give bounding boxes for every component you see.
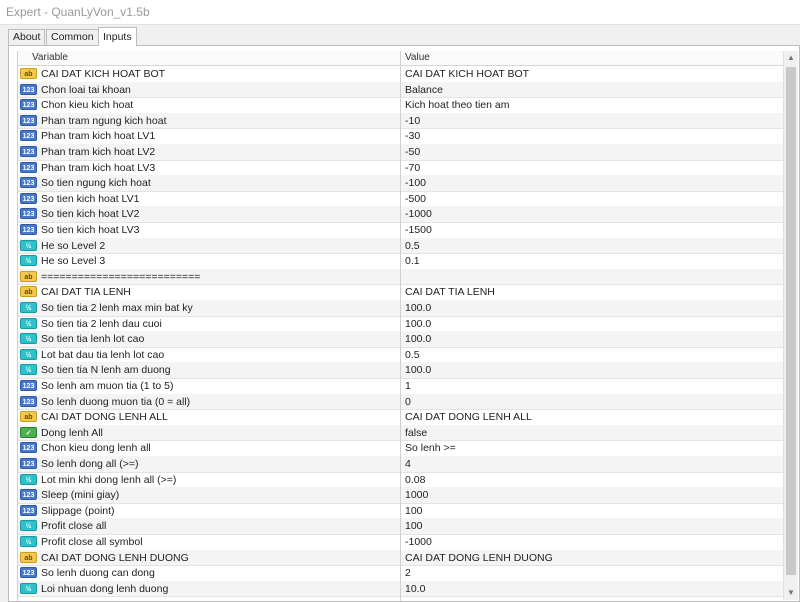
- table-row[interactable]: [18, 253, 790, 270]
- integer-icon: 123: [20, 458, 37, 469]
- variable-value[interactable]: CAI DAT DONG LENH ALL: [405, 411, 532, 424]
- variable-name: Profit close all symbol: [41, 536, 143, 548]
- variable-value[interactable]: Balance: [405, 83, 443, 96]
- integer-icon: 123: [20, 505, 37, 516]
- variable-value[interactable]: So lenh >=: [405, 442, 456, 455]
- variable-name: CAI DAT KICH HOAT BOT: [41, 68, 166, 80]
- integer-icon: 123: [20, 567, 37, 578]
- variable-name: So tien tia lenh lot cao: [41, 333, 145, 346]
- variable-value[interactable]: 10.0: [405, 582, 426, 595]
- variable-name: Phan tram kich hoat LV1: [41, 130, 156, 143]
- table-row[interactable]: [18, 456, 790, 473]
- string-icon: ab: [20, 552, 37, 563]
- variable-name: Phan tram kich hoat LV3: [41, 161, 156, 174]
- integer-icon: 123: [20, 380, 37, 391]
- table-row[interactable]: [18, 347, 790, 364]
- variable-name: Lot min khi dong lenh all (>=): [41, 473, 177, 486]
- variable-value[interactable]: 4: [405, 458, 411, 470]
- variable-name: Dong lenh All: [41, 426, 103, 439]
- variable-name: Chon kieu dong lenh all: [41, 442, 151, 455]
- variable-value[interactable]: 1000: [405, 489, 429, 502]
- table-row[interactable]: [18, 440, 790, 457]
- double-icon: ½: [20, 520, 37, 531]
- integer-icon: 123: [20, 130, 37, 141]
- table-row[interactable]: [18, 113, 790, 130]
- integer-icon: 123: [20, 208, 37, 219]
- table-row[interactable]: [18, 409, 790, 426]
- variable-name: Phan tram kich hoat LV2: [41, 146, 156, 158]
- table-row[interactable]: [18, 472, 790, 489]
- table-row[interactable]: [18, 206, 790, 223]
- table-row[interactable]: [18, 238, 790, 255]
- integer-icon: 123: [20, 99, 37, 110]
- variable-value[interactable]: -10: [405, 114, 421, 127]
- variable-name: So tien tia 2 lenh dau cuoi: [41, 317, 162, 330]
- table-row[interactable]: [18, 331, 790, 348]
- integer-icon: 123: [20, 177, 37, 188]
- variable-value[interactable]: CAI DAT TIA LENH: [405, 286, 495, 299]
- table-header: [18, 51, 790, 66]
- tab-inputs[interactable]: Inputs: [98, 27, 137, 46]
- variable-value[interactable]: 0.5: [405, 348, 420, 361]
- variable-name: Chon loai tai khoan: [41, 83, 131, 96]
- variable-value[interactable]: false: [405, 426, 428, 439]
- scroll-down-arrow-icon[interactable]: ▼: [787, 588, 795, 597]
- variable-value[interactable]: -30: [405, 130, 421, 143]
- variable-name: He so Level 3: [41, 255, 106, 268]
- table-row[interactable]: [18, 82, 790, 99]
- variable-name: So lenh duong muon tia (0 = all): [41, 395, 191, 408]
- variable-name: Slippage (point): [41, 504, 115, 517]
- integer-icon: 123: [20, 115, 37, 126]
- table-row[interactable]: [18, 175, 790, 192]
- integer-icon: 123: [20, 162, 37, 173]
- string-icon: ab: [20, 411, 37, 422]
- variable-name: He so Level 2: [41, 239, 106, 252]
- integer-icon: 123: [20, 396, 37, 407]
- double-icon: ½: [20, 302, 37, 313]
- variable-value[interactable]: 100.0: [405, 333, 432, 346]
- integer-icon: 123: [20, 489, 37, 500]
- integer-icon: 123: [20, 224, 37, 235]
- inputs-table[interactable]: [17, 51, 790, 601]
- variable-name: So tien kich hoat LV1: [41, 192, 140, 205]
- table-row[interactable]: [18, 144, 790, 161]
- table-row[interactable]: [18, 581, 790, 598]
- integer-icon: 123: [20, 442, 37, 453]
- table-row[interactable]: [18, 300, 790, 317]
- variable-name: CAI DAT DONG LENH ALL: [41, 411, 168, 424]
- table-row[interactable]: [18, 160, 790, 177]
- string-icon: ab: [20, 286, 37, 297]
- table-row[interactable]: [18, 425, 790, 442]
- boolean-icon: ✓: [20, 427, 37, 438]
- table-row[interactable]: [18, 191, 790, 208]
- scroll-up-arrow-icon[interactable]: ▲: [787, 53, 795, 62]
- header-variable[interactable]: Variable: [32, 52, 68, 63]
- variable-name: So lenh duong can dong: [41, 567, 155, 580]
- variable-name: So tien kich hoat LV3: [41, 224, 140, 236]
- variable-name: Loi nhuan dong lenh duong: [41, 582, 169, 595]
- table-row[interactable]: [18, 565, 790, 582]
- window-title: Expert - QuanLyVon_v1.5b: [6, 5, 150, 19]
- column-divider[interactable]: [400, 51, 401, 601]
- title-bar: [0, 0, 800, 25]
- variable-value[interactable]: -1000: [405, 208, 432, 221]
- variable-value[interactable]: -100: [405, 177, 427, 190]
- table-row[interactable]: [18, 487, 790, 504]
- integer-icon: 123: [20, 84, 37, 95]
- table-row[interactable]: [18, 518, 790, 535]
- variable-value[interactable]: 100.0: [405, 317, 432, 330]
- variable-value[interactable]: 100: [405, 504, 423, 517]
- variable-value[interactable]: -50: [405, 146, 421, 158]
- variable-name: Profit close all: [41, 520, 107, 533]
- table-row[interactable]: [18, 128, 790, 145]
- double-icon: ½: [20, 364, 37, 375]
- double-icon: ½: [20, 349, 37, 360]
- variable-name: CAI DAT DONG LENH DUONG: [41, 551, 189, 564]
- tab-common[interactable]: Common: [46, 29, 99, 45]
- variable-name: ==========================: [41, 270, 201, 283]
- variable-name: So tien tia 2 lenh max min bat ky: [41, 302, 193, 314]
- variable-value[interactable]: 0.5: [405, 239, 420, 252]
- variable-value[interactable]: Kich hoat theo tien am: [405, 99, 510, 112]
- variable-name: So tien tia N lenh am duong: [41, 364, 171, 377]
- double-icon: ½: [20, 240, 37, 251]
- scrollbar-thumb[interactable]: [786, 67, 796, 575]
- variable-value[interactable]: -1500: [405, 224, 432, 236]
- table-row[interactable]: [18, 222, 790, 239]
- variable-name: Chon kieu kich hoat: [41, 99, 134, 112]
- variable-name: Phan tram ngung kich hoat: [41, 114, 167, 127]
- variable-name: So lenh am muon tia (1 to 5): [41, 380, 174, 392]
- variable-value[interactable]: 0.08: [405, 473, 426, 486]
- variable-value[interactable]: 0.1: [405, 255, 420, 268]
- integer-icon: 123: [20, 193, 37, 204]
- variable-value[interactable]: CAI DAT KICH HOAT BOT: [405, 68, 530, 80]
- variable-value[interactable]: 100.0: [405, 364, 432, 377]
- double-icon: ½: [20, 474, 37, 485]
- inputs-panel: [8, 45, 800, 602]
- table-row[interactable]: [18, 503, 790, 520]
- double-icon: ½: [20, 255, 37, 266]
- variable-value[interactable]: -500: [405, 192, 427, 205]
- table-row[interactable]: [18, 316, 790, 333]
- string-icon: ab: [20, 68, 37, 79]
- variable-value[interactable]: 1: [405, 380, 411, 392]
- double-icon: ½: [20, 583, 37, 594]
- table-row[interactable]: [18, 362, 790, 379]
- variable-value[interactable]: -1000: [405, 536, 432, 548]
- variable-name: So lenh dong all (>=): [41, 458, 139, 470]
- table-row[interactable]: [18, 269, 790, 286]
- string-icon: ab: [20, 271, 37, 282]
- table-row[interactable]: [18, 66, 790, 83]
- header-value[interactable]: Value: [405, 52, 430, 63]
- table-row[interactable]: [18, 284, 790, 301]
- double-icon: ½: [20, 318, 37, 329]
- variable-name: CAI DAT TIA LENH: [41, 286, 131, 299]
- variable-value[interactable]: 2: [405, 567, 411, 580]
- variable-value[interactable]: 100: [405, 520, 423, 533]
- variable-value[interactable]: CAI DAT DONG LENH DUONG: [405, 551, 553, 564]
- tab-about[interactable]: About: [8, 29, 45, 45]
- table-row[interactable]: [18, 97, 790, 114]
- integer-icon: 123: [20, 146, 37, 157]
- variable-name: Sleep (mini giay): [41, 489, 120, 502]
- double-icon: ½: [20, 536, 37, 547]
- variable-name: Lot bat dau tia lenh lot cao: [41, 348, 165, 361]
- variable-name: So tien kich hoat LV2: [41, 208, 140, 221]
- vertical-scrollbar[interactable]: [783, 51, 798, 600]
- table-row[interactable]: [18, 378, 790, 395]
- table-row[interactable]: [18, 394, 790, 411]
- table-row[interactable]: [18, 534, 790, 551]
- table-row[interactable]: [18, 550, 790, 567]
- variable-value[interactable]: -70: [405, 161, 421, 174]
- variable-value[interactable]: 0: [405, 395, 411, 408]
- double-icon: ½: [20, 333, 37, 344]
- variable-name: So tien ngung kich hoat: [41, 177, 151, 190]
- variable-value[interactable]: 100.0: [405, 302, 432, 314]
